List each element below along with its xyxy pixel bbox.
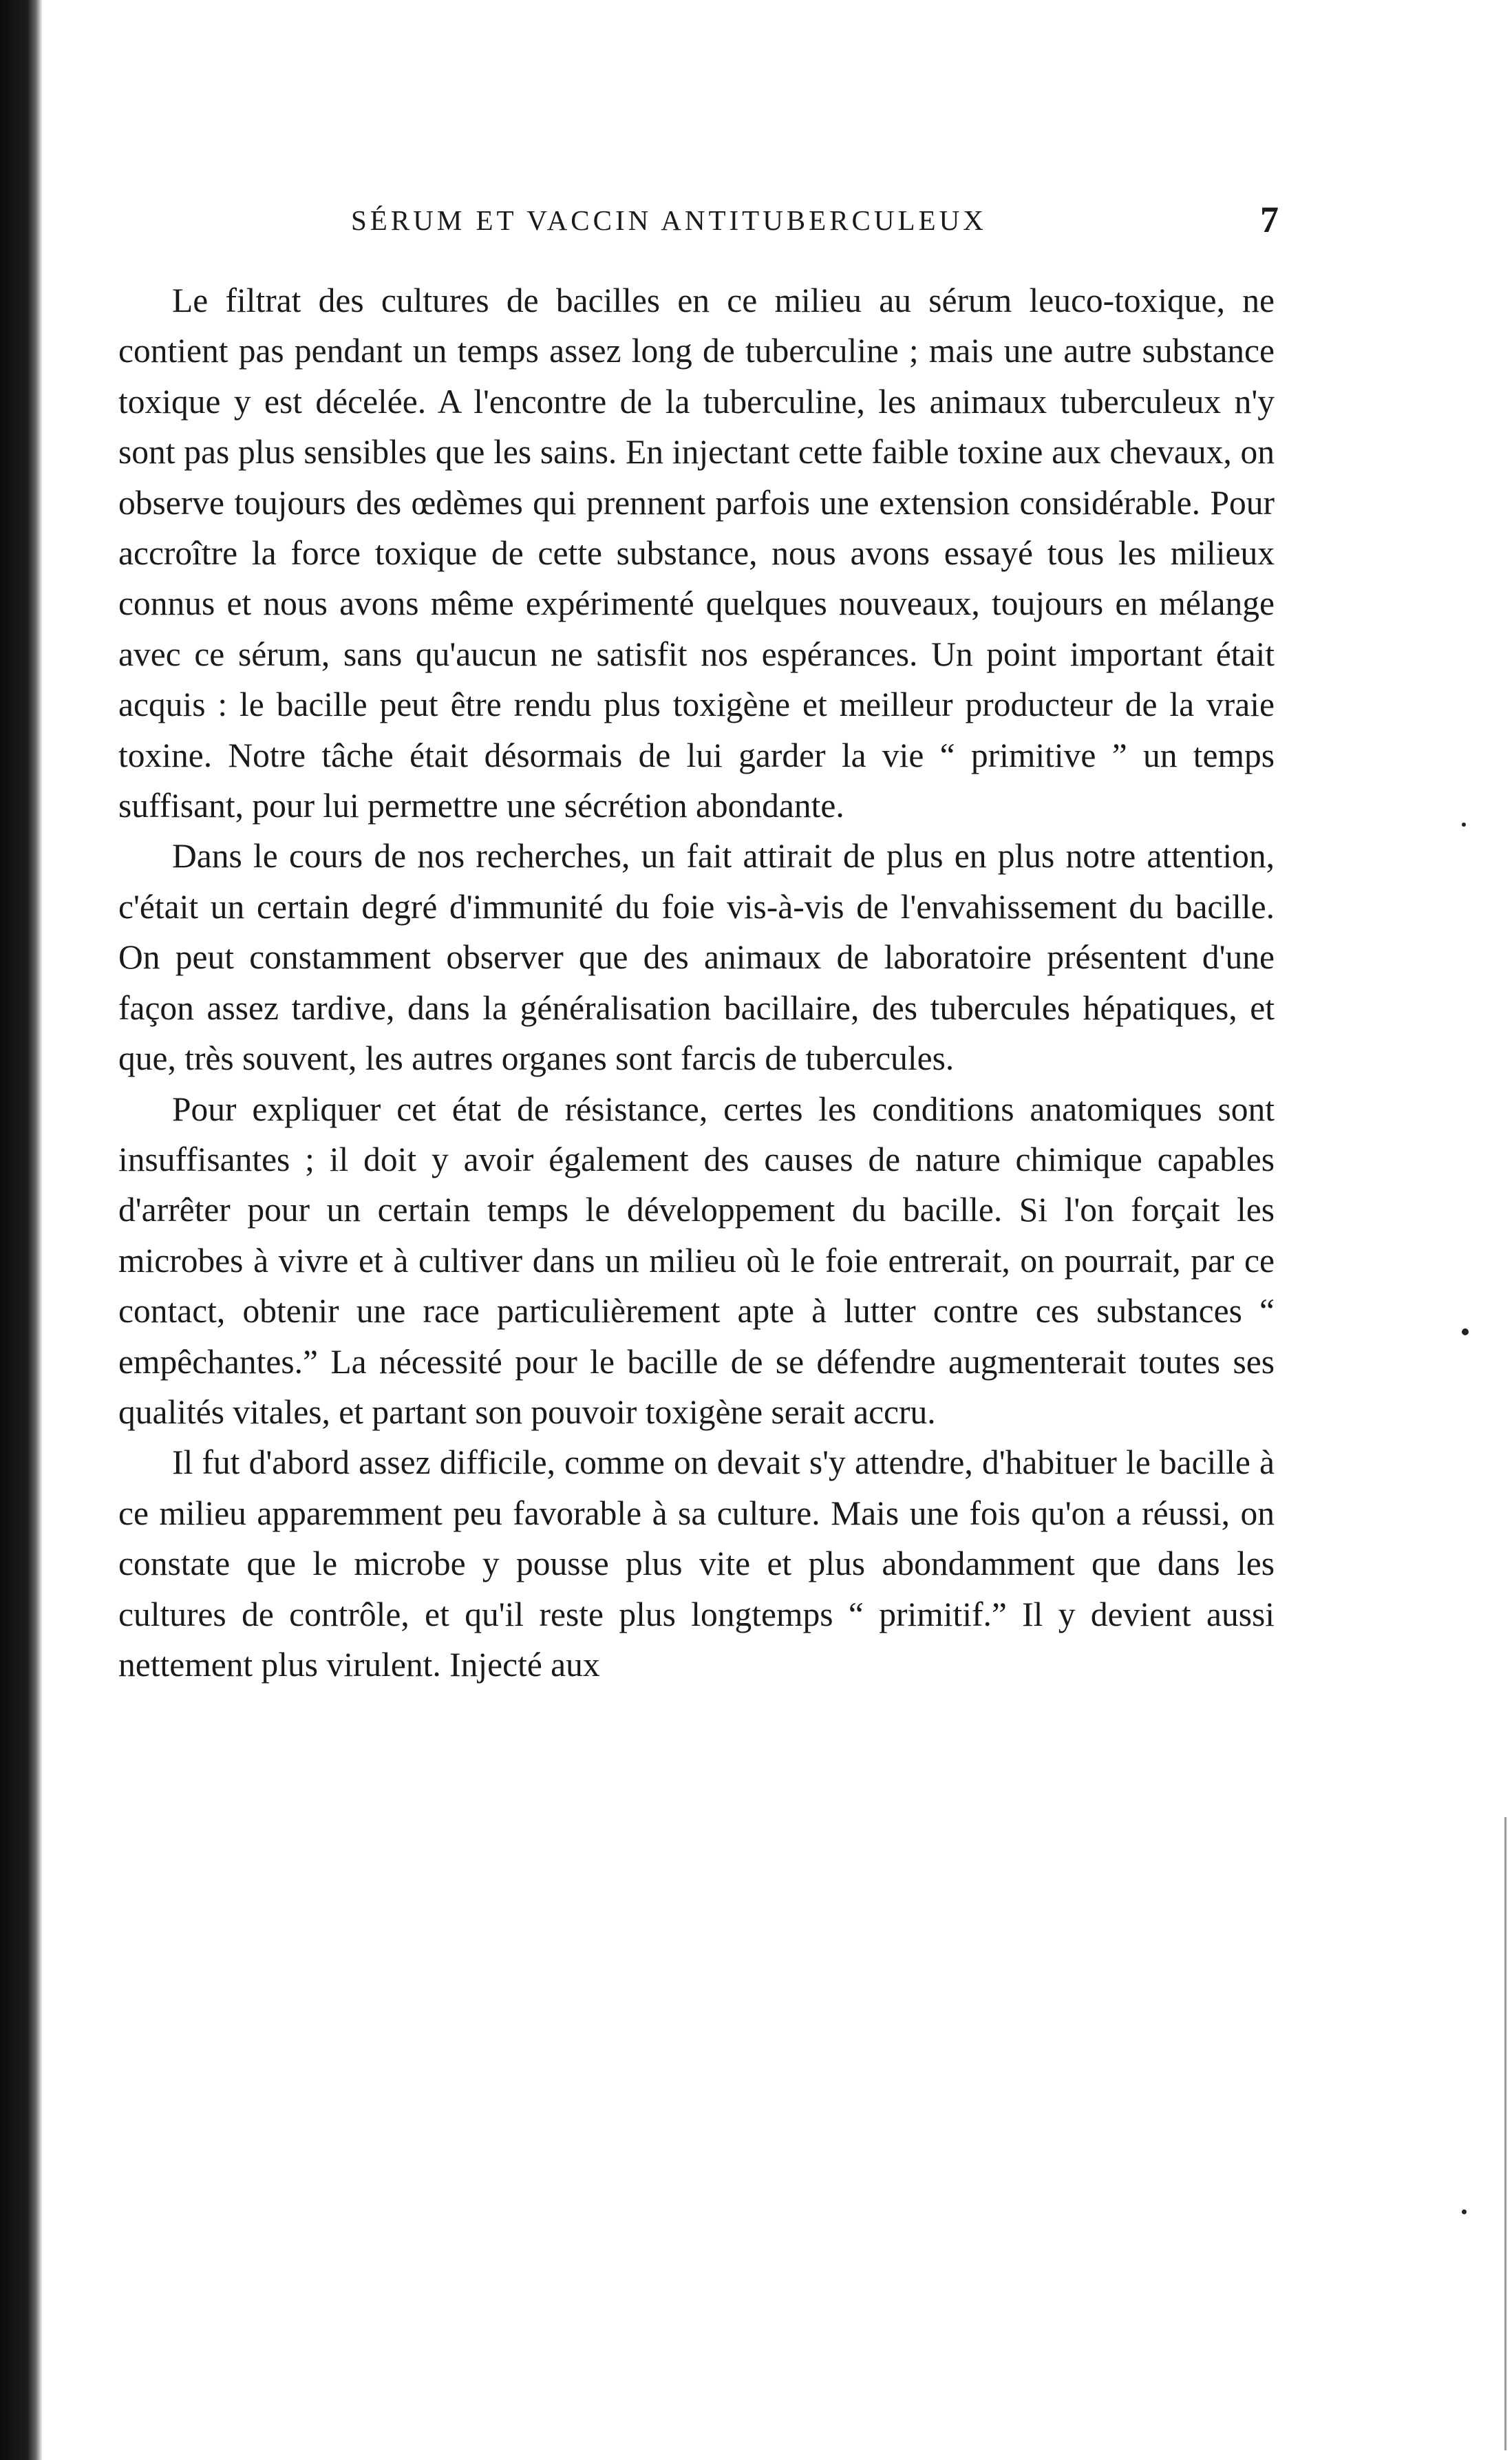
page-header [117, 198, 1279, 246]
paragraph: Le filtrat des cultures de bacilles en ce milieu au sérum leuco-toxique, ne contient pas pendant un temps assez long de tuberculine ; mais une autre substance toxique y est décelée. A l'encontre de la tuberculine, les animaux tuberculeux n'y sont pas plus sensibles que les sains. En injectant cette faible toxine aux chevaux, on observe toujours des œdèmes qui prennent parfois une extension considérable. Pour accroître la force toxique de cette substance, nous avons essayé tous les milieux connus et nous avons même expérimenté quelques nouveaux, toujours en mélange avec ce sérum, sans qu'aucun ne satisfit nos espérances. Un point important était acquis : le bacille peut être rendu plus toxigène et meilleur producteur de la vraie toxine. Notre tâche était désormais de lui garder la vie “ primitive ” un temps suffisant, pour lui permettre une sécrétion abondante. [118, 282, 1275, 825]
ink-speck [1462, 2209, 1467, 2214]
body-text [118, 275, 1275, 1690]
paragraph: Il fut d'abord assez difficile, comme on devait s'y attendre, d'habituer le bacille à ce milieu apparemment peu favorable à sa culture. Mais une fois qu'on a réussi, on constate que le microbe y pousse plus vite et plus abondamment que dans les cultures de contrôle, et qu'il reste plus longtemps “ primitif.” Il y devient aussi nettement plus virulent. Injecté aux [118, 1443, 1275, 1684]
page-number: 7 [1260, 199, 1279, 240]
ink-speck [1462, 823, 1466, 827]
paragraph: Dans le cours de nos recherches, un fait attirait de plus en plus notre attention, c'était un certain degré d'immunité du foie vis-à-vis de l'envahissement du bacille. On peut constamment observer que des animaux de laboratoire présentent d'une façon assez tardive, dans la généralisation bacillaire, des tubercules hépatiques, et que, très souvent, les autres organes sont farcis de tubercules. [118, 837, 1275, 1078]
ink-speck [1462, 1328, 1469, 1335]
page-binding-edge [0, 0, 43, 2460]
running-title: SÉRUM ET VACCIN ANTITUBERCULEUX [351, 204, 987, 236]
scan-edge-line [1504, 1817, 1506, 2450]
paragraph: Pour expliquer cet état de résistance, certes les conditions anatomiques sont insuffisantes ; il doit y avoir également des causes de nature chimique capables d'arrêter pour un certain temps le développement du bacille. Si l'on forçait les microbes à vivre et à cultiver dans un milieu où le foie entrerait, on pourrait, par ce contact, obtenir une race particulièrement apte à lutter contre ces substances “ empêchantes.” La nécessité pour le bacille de se défendre augmenterait toutes ses qualités vitales, et partant son pouvoir toxigène serait accru. [118, 1090, 1275, 1431]
